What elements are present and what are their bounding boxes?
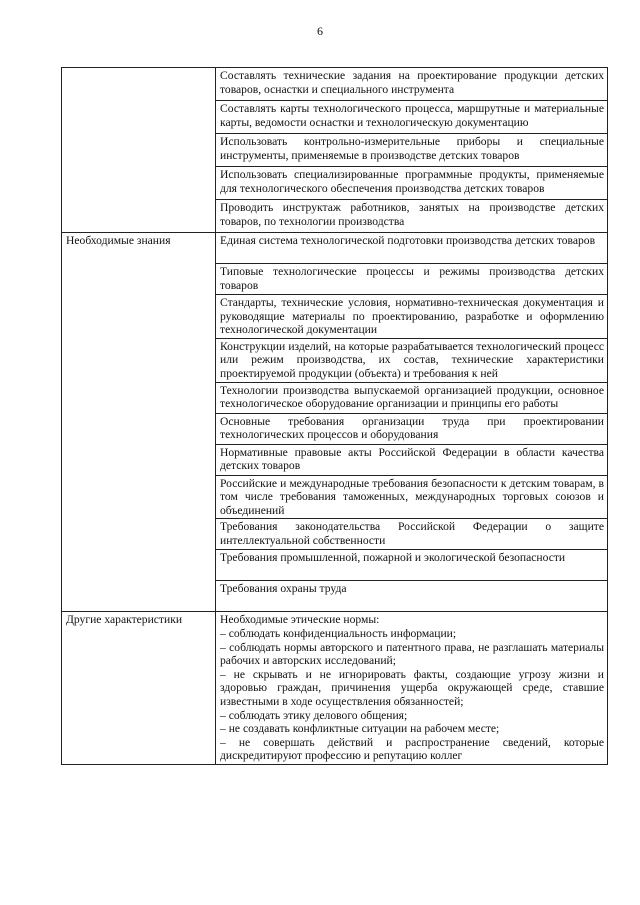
knowledge-item: Конструкции изделий, на которые разрабатывается технологический процесс или режим производства, их состав, технические характеристики проектируемой продукции (объекта) и требования к ней <box>216 338 608 382</box>
competency-table <box>61 67 608 765</box>
knowledge-item: Нормативные правовые акты Российской Федерации в области качества детских товаров <box>216 444 608 475</box>
page-number: 6 <box>317 24 323 38</box>
ethics-item: – не совершать действий и распространение сведений, которые дискредитируют профессию и репутацию коллег <box>220 735 604 763</box>
ethics-heading: Необходимые этические нормы: <box>220 613 380 627</box>
ethics-item: – соблюдать нормы авторского и патентного права, не разглашать материалы рабочих и авторских исследований; <box>220 640 604 668</box>
knowledge-item: Требования промышленной, пожарной и экологической безопасности <box>216 550 608 581</box>
ethics-item: – соблюдать конфиденциальность информации; <box>220 626 457 640</box>
task-item: Составлять технические задания на проектирование продукции детских товаров, оснастки и специального инструмента <box>216 68 608 101</box>
ethics-item: – не создавать конфликтные ситуации на рабочем месте; <box>220 722 500 736</box>
knowledge-item: Типовые технологические процессы и режимы производства детских товаров <box>216 264 608 295</box>
knowledge-label: Необходимые знания <box>62 233 216 612</box>
task-item: Проводить инструктаж работников, занятых на производстве детских товаров, по технологии производства <box>216 200 608 233</box>
knowledge-item: Стандарты, технические условия, нормативно-техническая документация и руководящие материалы по проектированию, разработке и оформлению технологической документации <box>216 295 608 339</box>
knowledge-item: Основные требования организации труда при проектировании технологических процессов и оборудования <box>216 413 608 444</box>
task-item: Составлять карты технологического процесса, маршрутные и материальные карты, ведомости оснастки и технологическую документацию <box>216 101 608 134</box>
knowledge-item: Российские и международные требования безопасности к детским товарам, в том числе требования таможенных, международных торговых союзов и объединений <box>216 475 608 519</box>
ethics-item: – соблюдать этику делового общения; <box>220 708 408 722</box>
other-characteristics <box>216 612 608 765</box>
knowledge-item: Единая система технологической подготовки производства детских товаров <box>216 233 608 264</box>
tasks-label-cell <box>62 68 216 233</box>
task-item: Использовать специализированные программные продукты, применяемые для технологического обеспечения производства детских товаров <box>216 167 608 200</box>
other-label: Другие характеристики <box>62 612 216 765</box>
ethics-item: – не скрывать и не игнорировать факты, создающие угрозу жизни и здоровью граждан, причинения ущерба окружающей среде, ставшие известными в ходе осуществления обязанностей; <box>220 667 604 708</box>
knowledge-item: Требования охраны труда <box>216 581 608 612</box>
task-item: Использовать контрольно-измерительные приборы и специальные инструменты, применяемые в производстве детских товаров <box>216 134 608 167</box>
knowledge-item: Требования законодательства Российской Федерации о защите интеллектуальной собственности <box>216 519 608 550</box>
knowledge-item: Технологии производства выпускаемой организацией продукции, основное технологическое оборудование организации и принципы его работы <box>216 382 608 413</box>
